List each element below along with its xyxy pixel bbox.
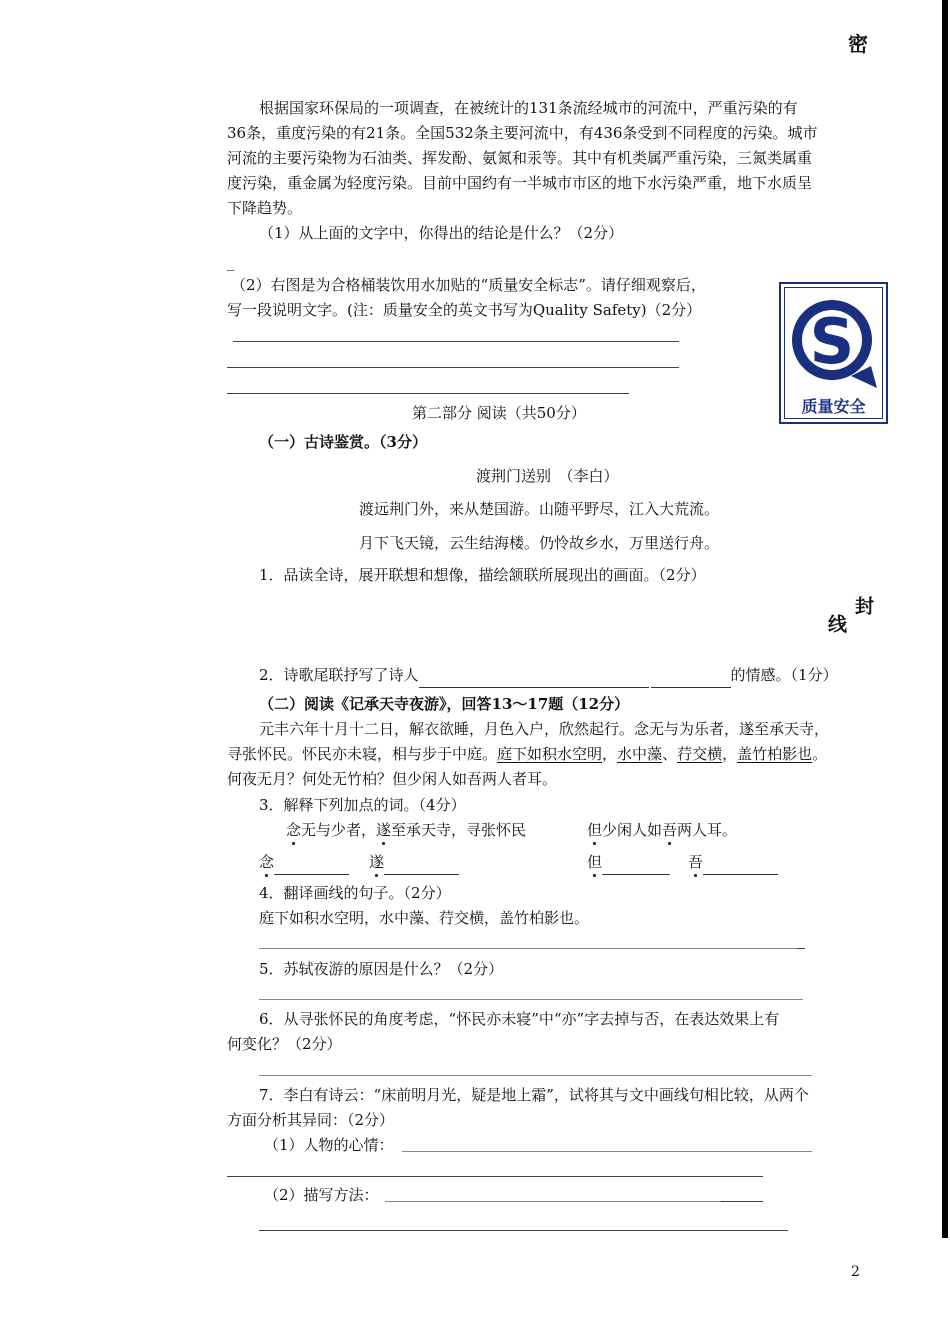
quality-safety-logo <box>779 282 888 424</box>
answer-blank <box>651 671 731 688</box>
answer-line <box>233 341 679 342</box>
dotted-word: 吾 <box>662 821 678 839</box>
logo-label: 质量安全 <box>801 397 866 416</box>
underlined-phrase: 庭下如积水空明 <box>497 745 603 763</box>
intro-question-2-line-1: （2）右图是为合格桶装饮用水加贴的“质量安全标志”。请仔细观察后， <box>231 276 706 294</box>
dotted-word: 但 <box>587 821 603 839</box>
passage-line-1: 元丰六年十月十二日，解衣欲睡，月色入户，欣然起行。念无与为乐者，遂至承天寺， <box>259 720 830 738</box>
source-text: 无与少者， <box>301 821 377 839</box>
logo-letter: S <box>809 305 855 378</box>
blank-label: 吾 <box>688 853 704 871</box>
underlined-phrase: 水中藻 <box>617 745 663 763</box>
answer-line <box>259 999 803 1000</box>
intro-question-1: （1）从上面的文字中，你得出的结论是什么？（2分） <box>259 224 624 242</box>
question-3-source-left <box>286 818 526 843</box>
poem-line-1: 渡远荆门外，来从楚国游。山随平野尽，江入大荒流。 <box>359 500 720 518</box>
poem-question-2-post: 的情感。（1分） <box>730 666 838 684</box>
intro-line-2: 36条，重度污染的有21条。全国532条主要河流中，有436条受到不同程度的污染。城市 <box>227 124 818 142</box>
passage-text: ， <box>602 745 618 763</box>
question-3-source-right <box>587 818 737 843</box>
q3-blank-nian <box>259 850 349 875</box>
section-2-heading: （二）阅读《记承天寺夜游》，回答13～17题（12分） <box>259 695 630 713</box>
question-4: 4．翻译画线的句子。（2分） <box>259 884 451 902</box>
passage-text: ， <box>722 745 738 763</box>
section-1-heading: （一）古诗鉴赏。（3分） <box>259 433 427 451</box>
source-text: 少闲人如 <box>602 821 663 839</box>
intro-line-1: 根据国家环保局的一项调查，在被统计的131条流经城市的河流中，严重污染的有 <box>259 99 798 117</box>
answer-line <box>797 948 805 949</box>
poem-question-1: 1．品读全诗，展开联想和想像，描绘颔联所展现出的画面。（2分） <box>259 566 706 584</box>
intro-line-3: 河流的主要污染物为石油类、挥发酚、氨氮和汞等。其中有机类属严重污染，三氮类属重 <box>227 149 813 167</box>
poem-question-2 <box>259 663 838 688</box>
source-text: 两人耳。 <box>677 821 738 839</box>
margin-char-xian: 线 <box>825 614 847 633</box>
binding-margin-bar <box>942 0 948 1238</box>
question-3: 3．解释下列加点的词。（4分） <box>259 796 466 814</box>
answer-blank <box>703 858 778 875</box>
question-7-part-b: （2）描写方法： <box>264 1186 379 1204</box>
answer-line <box>259 1075 812 1076</box>
dotted-word: 念 <box>286 821 302 839</box>
answer-line <box>259 948 797 949</box>
underlined-phrase: 荇交横 <box>677 745 723 763</box>
margin-char-mi: 密 <box>848 32 868 56</box>
q3-blank-dan <box>587 850 670 875</box>
answer-blank <box>384 858 459 875</box>
question-6-line-2: 何变化？（2分） <box>227 1035 342 1053</box>
passage-text: 寻张怀民。怀民亦未寝，相与步于中庭。 <box>227 745 498 763</box>
passage-line-3: 何夜无月？何处无竹柏？但少闲人如吾两人者耳。 <box>227 770 558 788</box>
answer-line <box>227 393 629 394</box>
poem-question-2-pre: 2．诗歌尾联抒写了诗人 <box>259 666 419 684</box>
source-text: 至承天寺，寻张怀民 <box>391 821 527 839</box>
question-7-part-a: （1）人物的心情： <box>264 1136 394 1154</box>
answer-blank <box>419 671 649 688</box>
blank-label: 但 <box>587 853 603 871</box>
answer-line <box>402 1151 812 1152</box>
intro-line-4: 度污染，重金属为轻度污染。目前中国约有一半城市市区的地下水污染严重，地下水质呈 <box>227 174 813 192</box>
blank-label: 遂 <box>369 853 385 871</box>
answer-line <box>227 367 679 368</box>
poem-line-2: 月下飞天镜，云生结海楼。仍怜故乡水，万里送行舟。 <box>359 534 720 552</box>
answer-line <box>227 1176 763 1177</box>
question-5: 5．苏轼夜游的原因是什么？（2分） <box>259 960 504 978</box>
answer-line <box>259 1230 788 1231</box>
question-7-line-2: 方面分析其异同：（2分） <box>227 1111 395 1129</box>
qs-emblem-icon <box>781 284 886 394</box>
question-6-line-1: 6．从寻张怀民的角度考虑，“怀民亦未寝”中“亦”字去掉与否，在表达效果上有 <box>259 1010 780 1028</box>
passage-text: 。 <box>812 745 828 763</box>
part-heading: 第二部分 阅读（共50分） <box>412 404 586 422</box>
passage-line-2 <box>227 742 827 767</box>
q3-blank-sui <box>369 850 459 875</box>
intro-question-2-line-2: 写一段说明文字。(注：质量安全的英文书写为Quality Safety)（2分） <box>227 301 702 319</box>
underlined-phrase: 盖竹柏影也 <box>737 745 813 763</box>
answer-blank <box>602 858 670 875</box>
intro-question-1-mark: _ <box>227 253 235 271</box>
margin-char-feng: 封 <box>852 596 874 615</box>
poem-title: 渡荆门送别 （李白） <box>476 467 619 485</box>
dotted-word: 遂 <box>376 821 392 839</box>
passage-text: 、 <box>662 745 678 763</box>
page-number: 2 <box>851 1264 860 1280</box>
answer-line <box>385 1201 721 1202</box>
answer-blank <box>274 858 349 875</box>
blank-label: 念 <box>259 853 275 871</box>
intro-line-5: 下降趋势。 <box>227 199 303 217</box>
question-7-line-1: 7．李白有诗云：“床前明月光，疑是地上霜”，试将其与文中画线句相比较，从两个 <box>259 1086 809 1104</box>
question-4-sentence: 庭下如积水空明，水中藻、荇交横，盖竹柏影也。 <box>259 909 590 927</box>
q3-blank-wu <box>688 850 778 875</box>
answer-line <box>721 1201 763 1202</box>
